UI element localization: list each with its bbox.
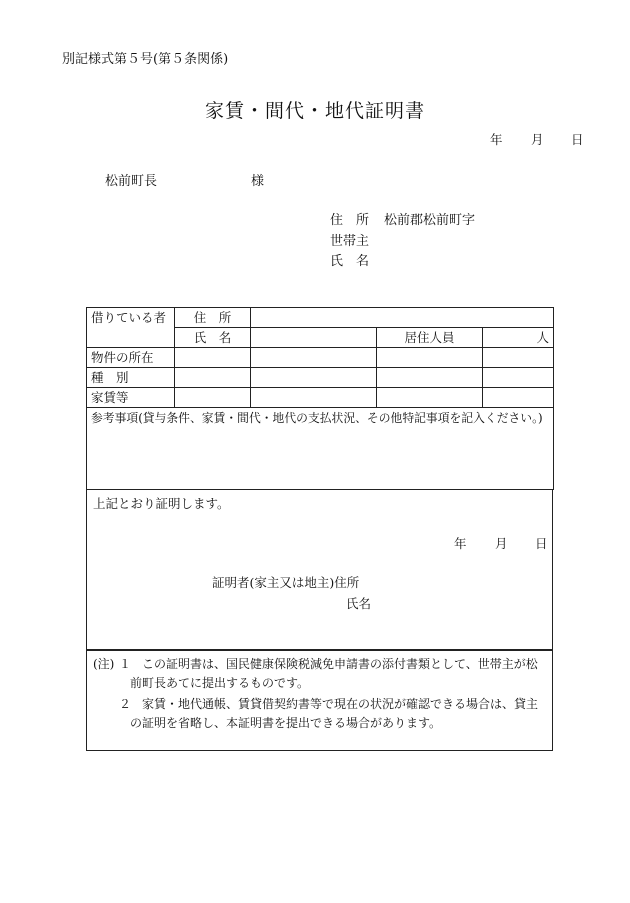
- applicant-name-label: 氏 名: [330, 254, 370, 269]
- lessee-address-label: 住 所: [175, 308, 251, 328]
- footnote-prefix: (注): [93, 657, 115, 671]
- footnote-1-line-1: この証明書は、国民健康保険税減免申請書の添付書類として、世帯主が松: [142, 657, 538, 671]
- table-row: [87, 368, 554, 388]
- type-field-2[interactable]: [251, 368, 377, 388]
- rent-field-2[interactable]: [251, 388, 377, 408]
- type-label: 種 別: [87, 368, 175, 388]
- type-field-4[interactable]: [483, 368, 554, 388]
- residents-label: 居住人員: [377, 328, 483, 348]
- footnote-1-number: １: [119, 657, 132, 671]
- footnote-2-line-2: の証明を省略し、本証明書を提出できる場合があります。: [130, 716, 442, 730]
- property-location-field-1[interactable]: [175, 348, 251, 368]
- notes-label: 参考事項(貸与条件、家賃・間代・地代の支払状況、その他特記事項を記入ください。): [91, 411, 543, 425]
- date-day-label: 日: [571, 132, 584, 147]
- form-label: 別記様式第５号(第５条関係): [62, 52, 229, 67]
- lessee-address-field[interactable]: [251, 308, 554, 328]
- table-row: [87, 348, 554, 368]
- cert-date-day-label: 日: [535, 536, 548, 551]
- residents-unit[interactable]: 人: [483, 328, 554, 348]
- rent-label: 家賃等: [87, 388, 175, 408]
- addressee-name: 松前町長: [105, 174, 158, 189]
- table-row: [87, 408, 554, 490]
- table-row: [87, 308, 554, 328]
- certification-statement: 上記とおり証明します。: [93, 496, 230, 511]
- footnote-2-line-1: 家賃・地代通帳、賃貸借契約書等で現在の状況が確認できる場合は、貸主: [142, 697, 539, 711]
- property-location-label: 物件の所在: [87, 348, 175, 368]
- rent-info-table: [86, 307, 554, 490]
- document-title: 家賃・間代・地代証明書: [204, 100, 425, 122]
- property-location-field-3[interactable]: [377, 348, 483, 368]
- certification-box: [86, 490, 553, 650]
- type-field-1[interactable]: [175, 368, 251, 388]
- applicant-address-value: 松前郡松前町字: [384, 213, 476, 228]
- footnote-1-line-2: 前町長あてに提出するものです。: [130, 676, 310, 690]
- cert-date-year-label: 年: [454, 536, 467, 551]
- certifier-address-label: 証明者(家主又は地主)住所: [212, 575, 360, 590]
- table-row: [87, 388, 554, 408]
- date-month-label: 月: [531, 132, 544, 147]
- cert-date-month-label: 月: [495, 536, 508, 551]
- lessee-name-label: 氏 名: [175, 328, 251, 348]
- lessee-name-field[interactable]: [251, 328, 377, 348]
- property-location-field-4[interactable]: [483, 348, 554, 368]
- date-year-label: 年: [490, 132, 503, 147]
- type-field-3[interactable]: [377, 368, 483, 388]
- household-head-label: 世帯主: [330, 234, 370, 249]
- rent-field-1[interactable]: [175, 388, 251, 408]
- addressee-honorific: 様: [251, 174, 265, 189]
- property-location-field-2[interactable]: [251, 348, 377, 368]
- rent-field-3[interactable]: [377, 388, 483, 408]
- applicant-address-label: 住 所: [330, 213, 370, 228]
- lessee-label: 借りている者: [87, 308, 175, 348]
- rent-field-4[interactable]: [483, 388, 554, 408]
- footnote-2-number: ２: [119, 697, 132, 711]
- notes-cell[interactable]: [87, 408, 554, 490]
- certifier-name-label: 氏名: [346, 596, 372, 611]
